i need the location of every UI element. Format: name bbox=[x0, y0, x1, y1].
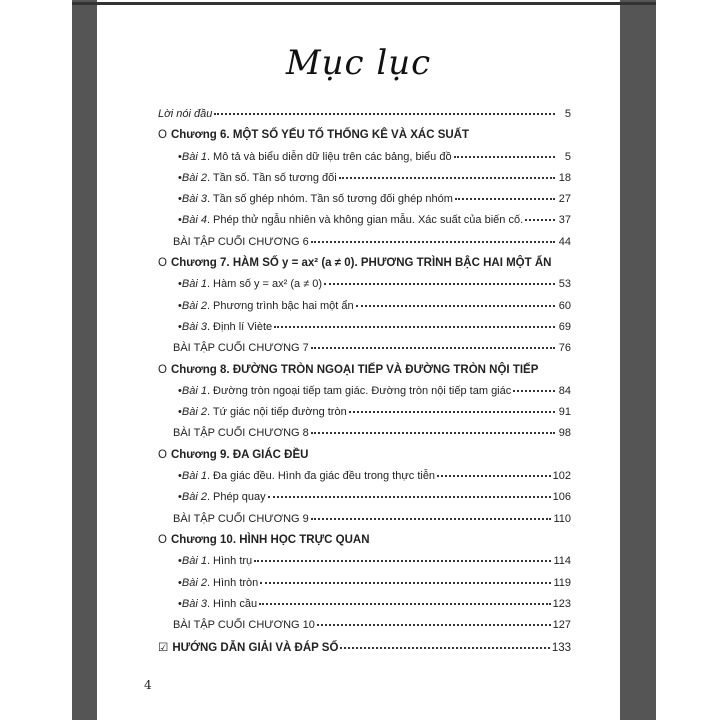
toc-lesson-entry[interactable] bbox=[158, 300, 571, 321]
dot-leader bbox=[259, 603, 551, 605]
table-of-contents bbox=[158, 108, 571, 662]
entry-page: 102 bbox=[552, 470, 571, 483]
toc-exercise-entry[interactable] bbox=[158, 513, 571, 534]
toc-lesson-entry[interactable] bbox=[158, 214, 571, 235]
toc-lesson-entry[interactable] bbox=[158, 577, 571, 598]
lesson-label: Bài 2 bbox=[181, 171, 207, 184]
lesson-label: Bài 2 bbox=[181, 406, 207, 419]
toc-chapter-heading[interactable] bbox=[158, 449, 571, 470]
document-page bbox=[97, 5, 620, 720]
bullet-icon: • bbox=[178, 214, 182, 227]
toc-lesson-entry[interactable] bbox=[158, 151, 571, 172]
lesson-label: Bài 1 bbox=[181, 384, 207, 397]
bullet-icon: • bbox=[178, 320, 182, 333]
chapter-title: Chương 6. MỘT SỐ YẾU TỐ THỐNG KÊ VÀ XÁC SUẤT bbox=[170, 129, 470, 142]
bullet-icon: • bbox=[178, 597, 182, 610]
lesson-label: Bài 2 bbox=[181, 299, 207, 312]
toc-exercise-entry[interactable] bbox=[158, 427, 571, 448]
toc-lesson-entry[interactable] bbox=[158, 406, 571, 427]
exercise-title: BÀI TẬP CUỐI CHƯƠNG 7 bbox=[173, 342, 309, 355]
entry-page: 127 bbox=[552, 619, 571, 632]
lesson-title: . Tần số ghép nhóm. Tần số tương đối ghép nhóm bbox=[206, 193, 453, 206]
lesson-title: . Phép thử ngẫu nhiên và không gian mẫu. Xác suất của biến cố. bbox=[206, 214, 524, 227]
lesson-title: . Hình cầu bbox=[206, 597, 258, 610]
entry-page: 98 bbox=[558, 427, 571, 440]
entry-page: 119 bbox=[553, 576, 571, 589]
dot-leader bbox=[254, 560, 551, 562]
dot-leader bbox=[525, 219, 555, 221]
lesson-title: . Hình trụ bbox=[206, 555, 253, 568]
entry-page: 106 bbox=[552, 491, 571, 504]
dot-leader bbox=[356, 305, 555, 307]
dot-leader bbox=[437, 475, 551, 477]
bullet-icon: • bbox=[178, 299, 182, 312]
toc-lesson-entry[interactable] bbox=[158, 598, 571, 619]
lesson-title: . Hàm số y = ax² (a ≠ 0) bbox=[206, 278, 323, 291]
dot-leader bbox=[340, 647, 549, 649]
toc-lesson-entry[interactable] bbox=[158, 470, 571, 491]
left-margin-bar bbox=[72, 0, 97, 720]
toc-lesson-entry[interactable] bbox=[158, 278, 571, 299]
entry-page: 5 bbox=[564, 150, 571, 163]
toc-entry-intro[interactable] bbox=[158, 108, 571, 129]
toc-exercise-entry[interactable] bbox=[158, 236, 571, 257]
toc-lesson-entry[interactable] bbox=[158, 555, 571, 576]
lesson-title: . Phương trình bậc hai một ẩn bbox=[206, 299, 354, 312]
lesson-label: Bài 3 bbox=[181, 193, 207, 206]
lesson-title: . Tứ giác nội tiếp đường tròn bbox=[206, 406, 347, 419]
toc-chapter-heading[interactable] bbox=[158, 534, 571, 555]
dot-leader bbox=[311, 432, 555, 434]
dot-leader bbox=[339, 177, 555, 179]
entry-page: 60 bbox=[558, 299, 571, 312]
dot-leader bbox=[317, 624, 551, 626]
lesson-title: . Đường tròn ngoại tiếp tam giác. Đường tròn nội tiếp tam giác bbox=[206, 384, 512, 397]
chapter-circle-icon: O bbox=[158, 448, 167, 461]
entry-page: 91 bbox=[558, 406, 571, 419]
chapter-title: Chương 10. HÌNH HỌC TRỰC QUAN bbox=[170, 533, 370, 546]
entry-page: 76 bbox=[558, 342, 571, 355]
lesson-title: . Mô tả và biểu diễn dữ liệu trên các bảng, biểu đồ bbox=[206, 150, 452, 163]
dot-leader bbox=[214, 113, 555, 115]
dot-leader bbox=[268, 496, 551, 498]
exercise-title: BÀI TẬP CUỐI CHƯƠNG 10 bbox=[173, 619, 315, 632]
lesson-label: Bài 1 bbox=[181, 150, 207, 163]
toc-chapter-heading[interactable] bbox=[158, 257, 571, 278]
dot-leader bbox=[311, 241, 555, 243]
chapter-title: Chương 7. HÀM SỐ y = ax² (a ≠ 0). PHƯƠNG TRÌNH BẬC HAI MỘT ẨN bbox=[170, 257, 552, 270]
entry-label: Lời nói đầu bbox=[158, 108, 213, 120]
entry-page: 69 bbox=[558, 320, 571, 333]
dot-leader bbox=[311, 518, 552, 520]
lesson-label: Bài 1 bbox=[181, 470, 207, 483]
toc-lesson-entry[interactable] bbox=[158, 491, 571, 512]
bullet-icon: • bbox=[178, 171, 182, 184]
lesson-title: . Hình tròn bbox=[206, 576, 259, 589]
entry-page: 5 bbox=[564, 108, 571, 120]
entry-page: 27 bbox=[558, 193, 571, 206]
bullet-icon: • bbox=[178, 491, 182, 504]
toc-lesson-entry[interactable] bbox=[158, 172, 571, 193]
lesson-label: Bài 2 bbox=[181, 491, 207, 504]
exercise-title: BÀI TẬP CUỐI CHƯƠNG 6 bbox=[173, 235, 309, 248]
lesson-title: . Đa giác đều. Hình đa giác đều trong thực tiễn bbox=[206, 470, 436, 483]
bullet-icon: • bbox=[178, 406, 182, 419]
toc-exercise-entry[interactable] bbox=[158, 342, 571, 363]
entry-page: 123 bbox=[552, 597, 571, 610]
answers-title: HƯỚNG DẪN GIẢI VÀ ĐÁP SỐ bbox=[172, 642, 339, 655]
dot-leader bbox=[311, 347, 555, 349]
chapter-circle-icon: O bbox=[158, 129, 167, 142]
lesson-label: Bài 3 bbox=[181, 320, 207, 333]
bullet-icon: • bbox=[178, 278, 182, 291]
dot-leader bbox=[324, 283, 555, 285]
lesson-label: Bài 3 bbox=[181, 597, 207, 610]
dot-leader bbox=[349, 411, 555, 413]
chapter-title: Chương 8. ĐƯỜNG TRÒN NGOẠI TIẾP VÀ ĐƯỜNG TRÒN NỘI TIẾP bbox=[170, 363, 539, 376]
entry-page: 110 bbox=[553, 512, 571, 525]
lesson-title: . Định lí Viète bbox=[206, 320, 273, 333]
entry-page: 114 bbox=[553, 555, 571, 568]
dot-leader bbox=[260, 582, 551, 584]
exercise-title: BÀI TẬP CUỐI CHƯƠNG 9 bbox=[173, 512, 309, 525]
lesson-label: Bài 1 bbox=[181, 555, 207, 568]
checkbox-icon: ☑ bbox=[158, 642, 169, 655]
chapter-circle-icon: O bbox=[158, 257, 167, 270]
entry-page: 18 bbox=[558, 171, 571, 184]
bullet-icon: • bbox=[178, 576, 182, 589]
chapter-circle-icon: O bbox=[158, 363, 167, 376]
bullet-icon: • bbox=[178, 555, 182, 568]
entry-page: 44 bbox=[558, 235, 571, 248]
lesson-title: . Phép quay bbox=[206, 491, 266, 504]
toc-chapter-heading[interactable] bbox=[158, 129, 571, 150]
chapter-circle-icon: O bbox=[158, 533, 167, 546]
toc-lesson-entry[interactable] bbox=[158, 193, 571, 214]
toc-answers-entry[interactable] bbox=[158, 640, 571, 661]
exercise-title: BÀI TẬP CUỐI CHƯƠNG 8 bbox=[173, 427, 309, 440]
lesson-label: Bài 1 bbox=[181, 278, 207, 291]
right-margin-bar bbox=[620, 0, 656, 720]
toc-lesson-entry[interactable] bbox=[158, 385, 571, 406]
dot-leader bbox=[454, 156, 555, 158]
chapter-title: Chương 9. ĐA GIÁC ĐỀU bbox=[170, 448, 309, 461]
dot-leader bbox=[455, 198, 555, 200]
bullet-icon: • bbox=[178, 150, 182, 163]
bullet-icon: • bbox=[178, 193, 182, 206]
lesson-title: . Tần số. Tần số tương đối bbox=[206, 171, 337, 184]
toc-exercise-entry[interactable] bbox=[158, 619, 571, 640]
dot-leader bbox=[274, 326, 555, 328]
entry-page: 133 bbox=[551, 642, 571, 655]
lesson-label: Bài 2 bbox=[181, 576, 207, 589]
toc-lesson-entry[interactable] bbox=[158, 321, 571, 342]
bullet-icon: • bbox=[178, 470, 182, 483]
lesson-label: Bài 4 bbox=[181, 214, 207, 227]
page-number: 4 bbox=[144, 678, 152, 692]
entry-page: 84 bbox=[558, 384, 571, 397]
dot-leader bbox=[513, 390, 555, 392]
page-title: Mục lục bbox=[285, 43, 432, 83]
entry-page: 37 bbox=[558, 214, 571, 227]
entry-page: 53 bbox=[558, 278, 571, 291]
toc-chapter-heading[interactable] bbox=[158, 364, 571, 385]
bullet-icon: • bbox=[178, 384, 182, 397]
